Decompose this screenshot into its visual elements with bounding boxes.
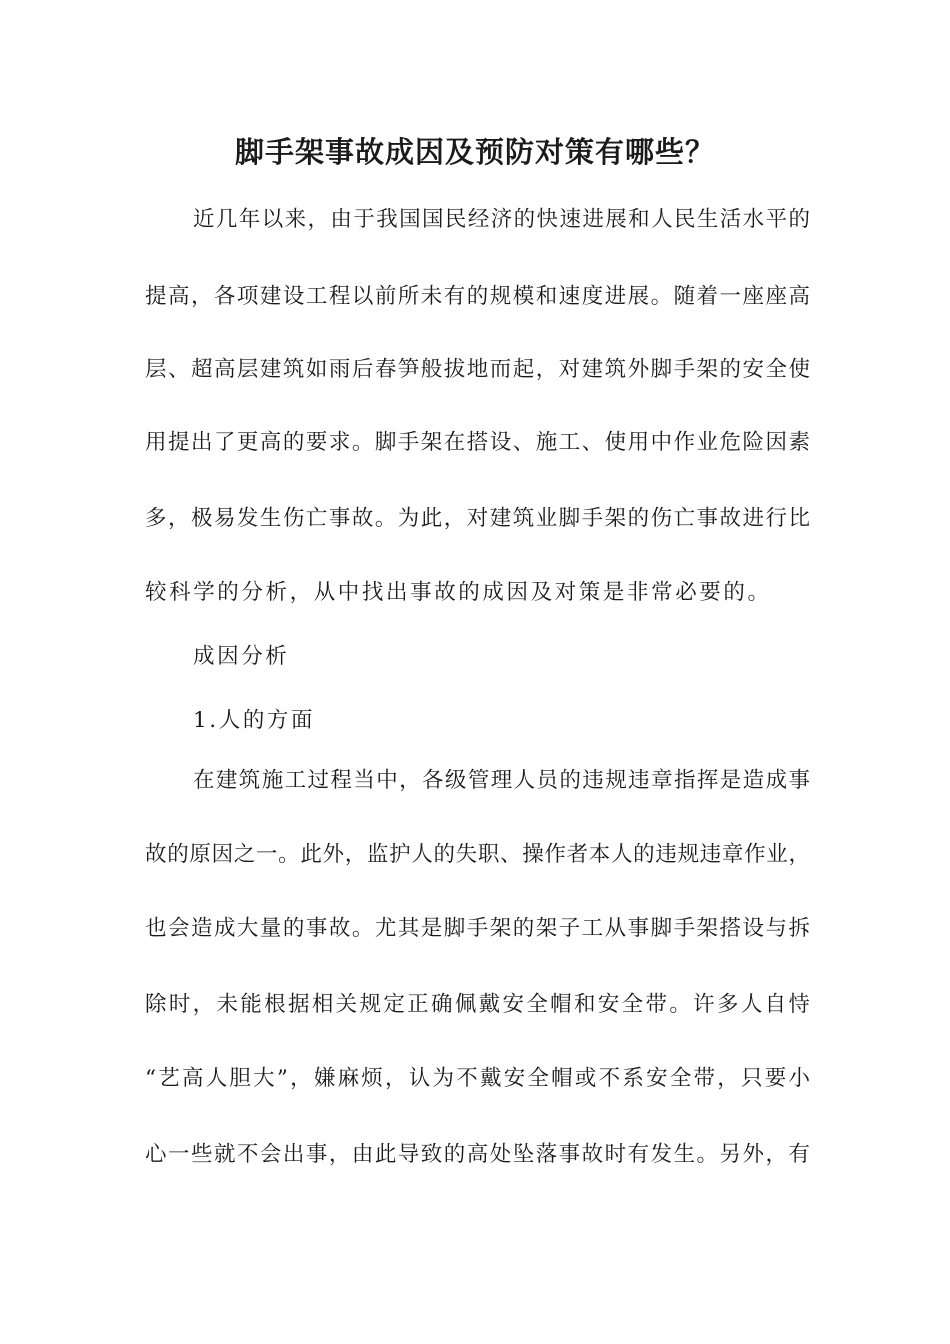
body-line-3: 也会造成大量的事故。尤其是脚手架的架子工从事脚手架搭设与拆	[145, 916, 810, 941]
body-line-2: 故的原因之一。此外，监护人的失职、操作者本人的违规违章作业，	[145, 842, 810, 867]
body-line-5: “艺高人胆大”，嫌麻烦，认为不戴安全帽或不系安全带，只要小	[145, 1066, 810, 1091]
intro-line-2: 提高，各项建设工程以前所未有的规模和速度进展。随着一座座高	[145, 284, 810, 309]
subsection-heading: 1.人的方面	[193, 708, 316, 733]
intro-line-3: 层、超高层建筑如雨后春笋般拔地而起，对建筑外脚手架的安全使	[145, 357, 810, 382]
intro-line-5: 多，极易发生伤亡事故。为此，对建筑业脚手架的伤亡事故进行比	[145, 506, 810, 531]
body-line-4: 除时，未能根据相关规定正确佩戴安全帽和安全带。许多人自恃	[145, 992, 810, 1017]
body-line-6: 心一些就不会出事，由此导致的高处坠落事故时有发生。另外，有	[145, 1142, 810, 1167]
intro-line-4: 用提出了更高的要求。脚手架在搭设、施工、使用中作业危险因素	[145, 430, 810, 455]
section-heading: 成因分析	[193, 644, 290, 669]
intro-line-6: 较科学的分析，从中找出事故的成因及对策是非常必要的。	[145, 580, 772, 605]
body-line-1: 在建筑施工过程当中，各级管理人员的违规违章指挥是造成事	[193, 768, 810, 793]
intro-line-1: 近几年以来，由于我国国民经济的快速进展和人民生活水平的	[193, 207, 810, 232]
document-title: 脚手架事故成因及预防对策有哪些？	[234, 135, 715, 169]
